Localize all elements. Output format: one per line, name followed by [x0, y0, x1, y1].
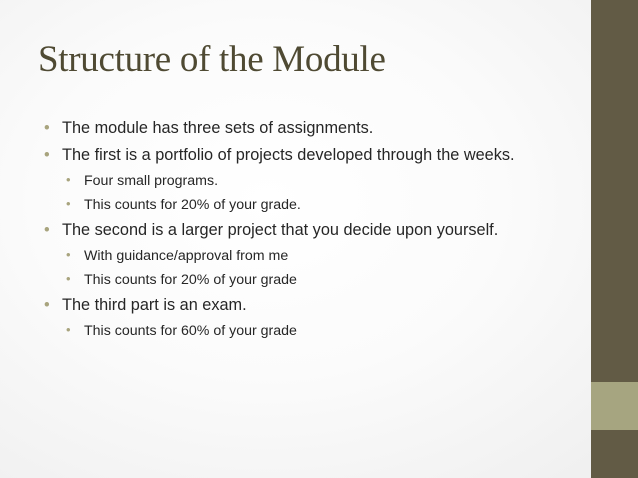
bullet-icon: • [44, 146, 50, 164]
bullet-text: This counts for 20% of your grade. [84, 197, 301, 213]
bullet-text: Four small programs. [84, 173, 219, 189]
bullet-item [44, 220, 584, 241]
bullet-text: The module has three sets of assignments. [62, 119, 374, 137]
sub-bullet-item [44, 196, 584, 214]
bullet-item [44, 118, 584, 139]
bullet-text: The first is a portfolio of projects developed through the weeks. [62, 146, 515, 164]
bullet-item [44, 145, 584, 166]
bullet-icon: • [66, 247, 71, 262]
bullet-icon: • [44, 296, 50, 314]
bullet-text: The third part is an exam. [62, 296, 247, 314]
sidebar-accent-block [591, 382, 638, 430]
bullet-icon: • [66, 172, 71, 187]
sub-bullet-item [44, 247, 584, 265]
bullet-text: With guidance/approval from me [84, 248, 289, 264]
sub-bullet-item [44, 271, 584, 289]
bullet-item [44, 295, 584, 316]
bullet-list [44, 118, 584, 346]
slide-title: Structure of the Module [38, 39, 386, 80]
bullet-icon: • [66, 196, 71, 211]
bullet-icon: • [66, 271, 71, 286]
bullet-icon: • [66, 322, 71, 337]
bullet-icon: • [44, 221, 50, 239]
sidebar-decoration [591, 0, 638, 478]
sub-bullet-item [44, 322, 584, 340]
bullet-text: This counts for 60% of your grade [84, 323, 297, 339]
bullet-icon: • [44, 119, 50, 137]
sub-bullet-item [44, 172, 584, 190]
bullet-text: The second is a larger project that you decide upon yourself. [62, 221, 499, 239]
bullet-text: This counts for 20% of your grade [84, 272, 297, 288]
